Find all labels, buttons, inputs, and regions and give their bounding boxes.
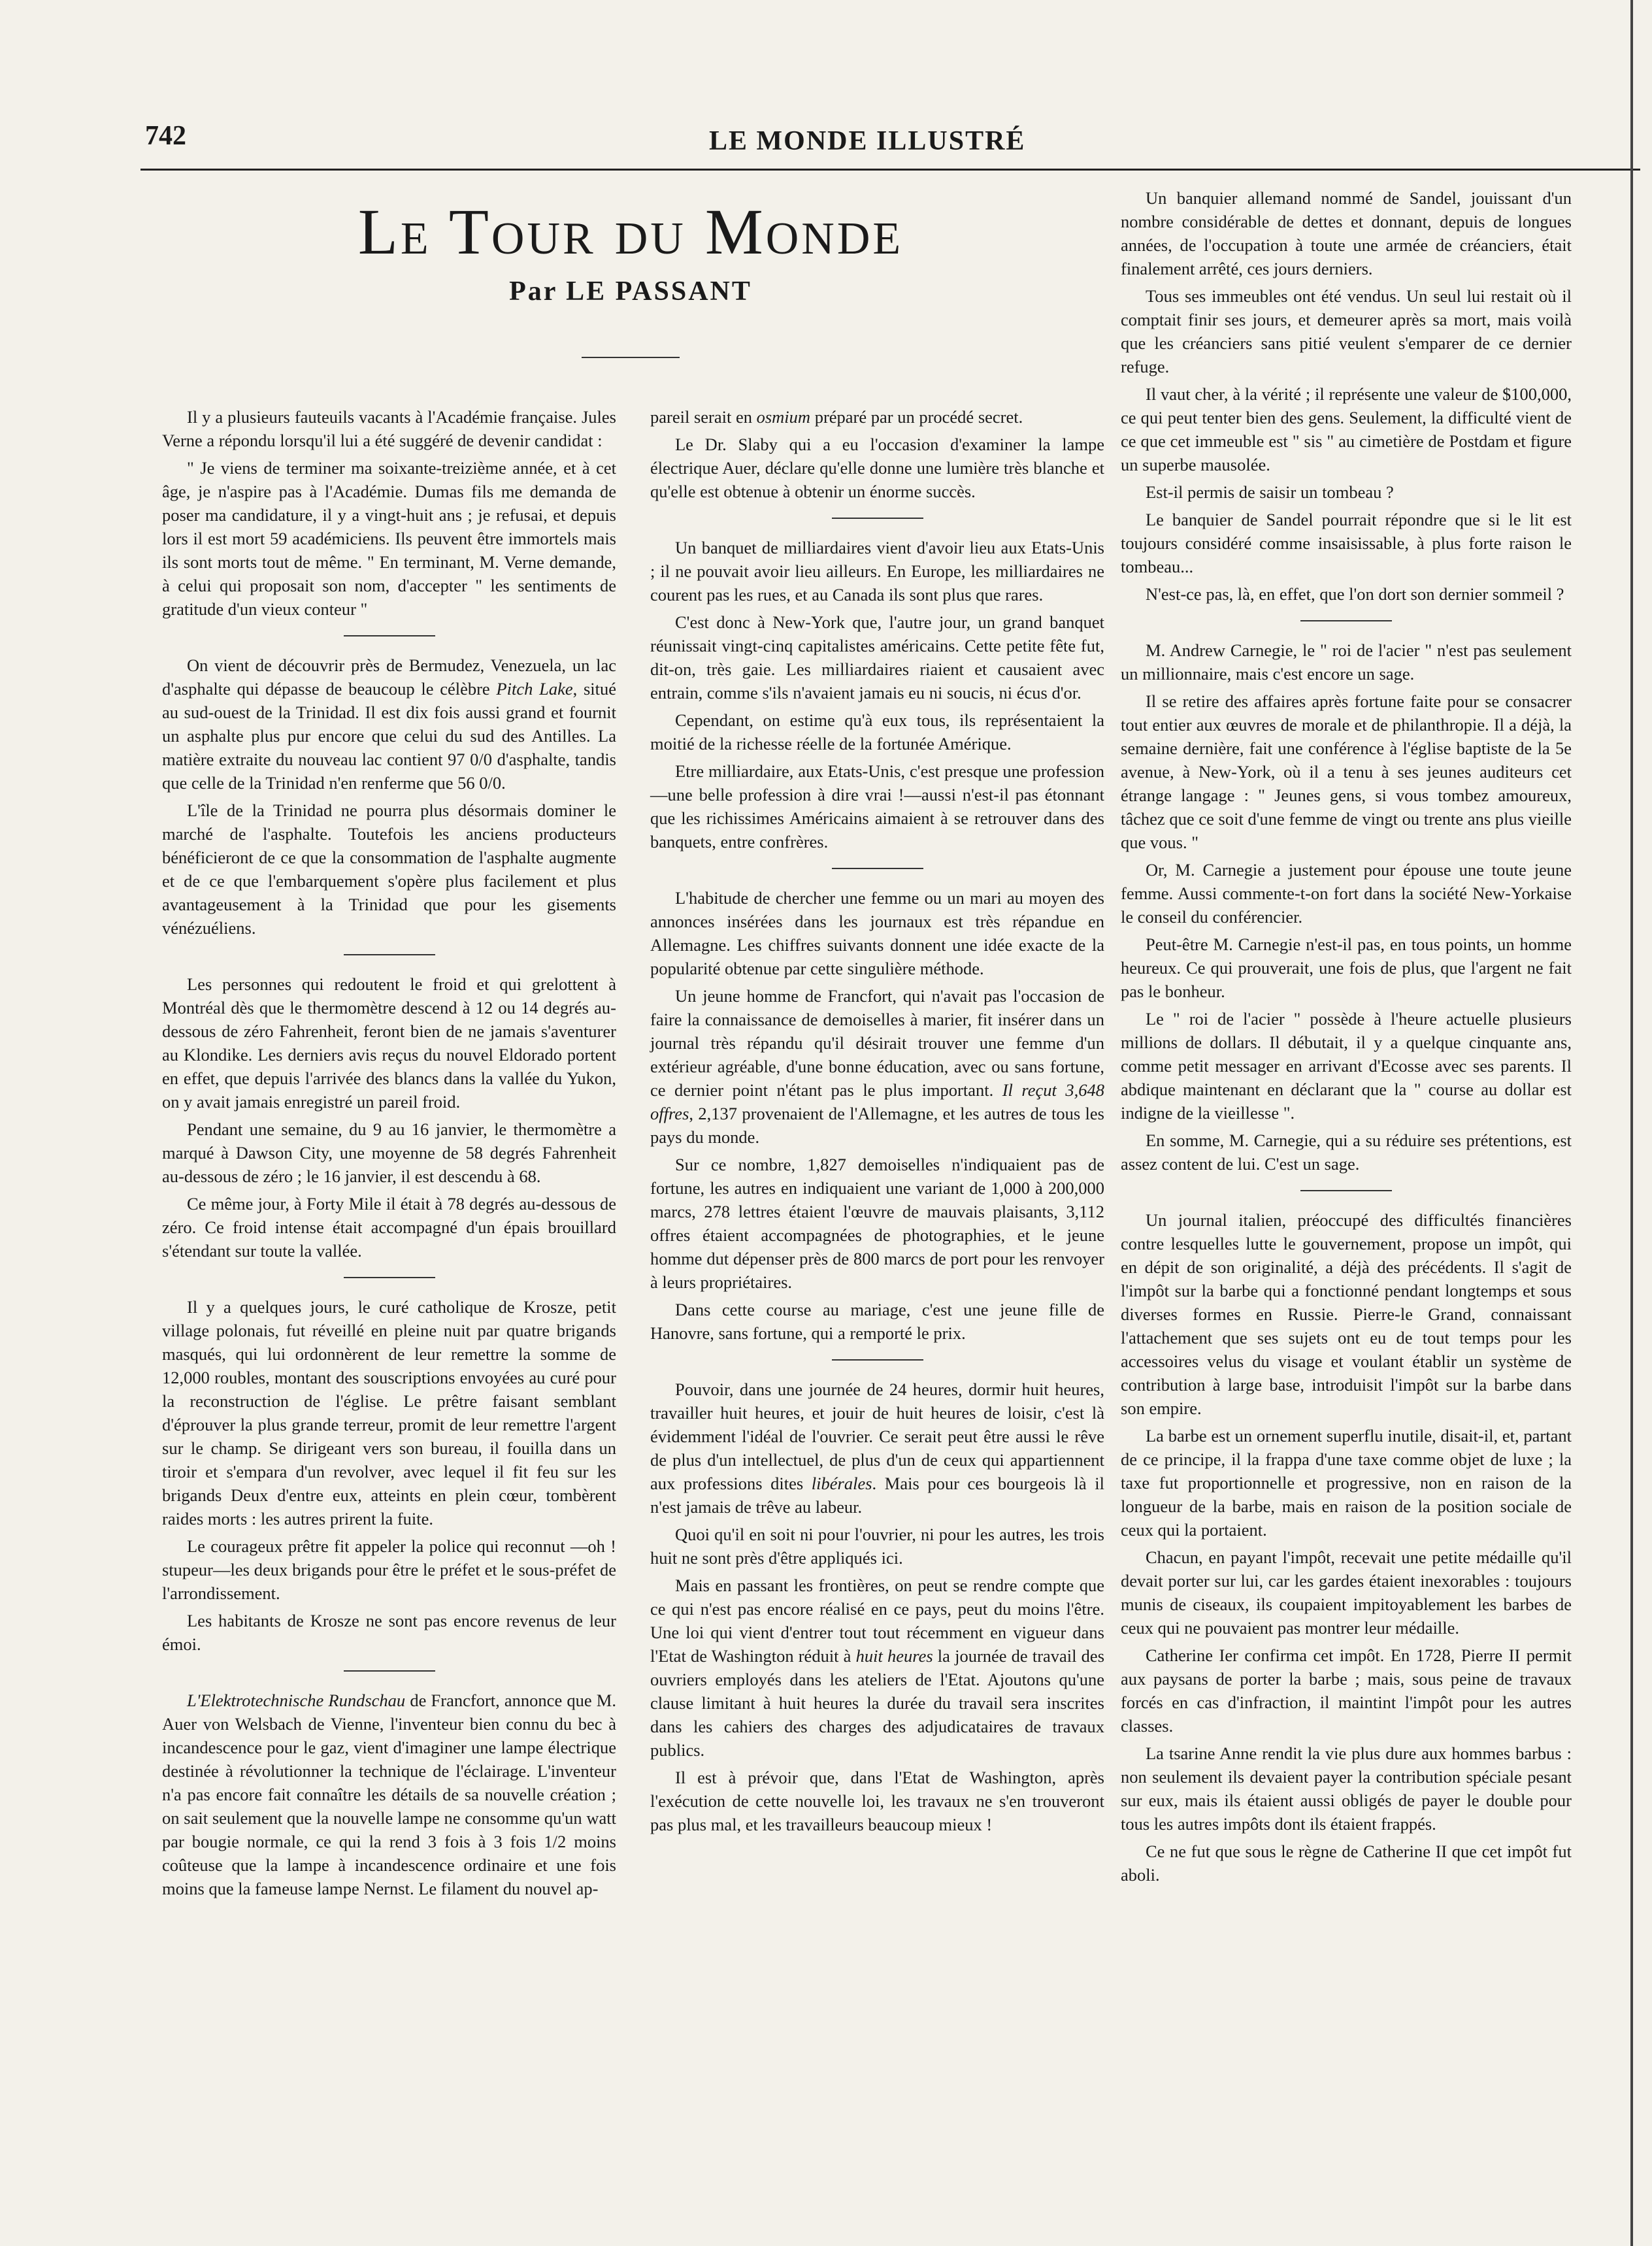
- section-separator: [344, 1670, 435, 1672]
- section-separator: [344, 954, 435, 955]
- emphasis: L'Elektrotechnische Rundschau: [187, 1691, 406, 1710]
- paragraph: Le courageux prêtre fit appeler la police qui reconnut —oh ! stupeur—les deux brigands pour être le préfet et le sous-préfet de l'arrondissement.: [162, 1536, 616, 1603]
- paragraph: Le " roi de l'acier " possède à l'heure actuelle plusieurs millions de dollars. Il débutait, il y a quelque cinquante ans, comme petit messager en arrivant d'Ecosse avec ses parents. Il abdique maintenant en déclarant que la " course au dollar est indigne de la vieillesse ".: [1121, 1009, 1572, 1123]
- paragraph: Ce ne fut que sous le règne de Catherine II que cet impôt fut aboli.: [1121, 1841, 1572, 1885]
- paragraph: L'île de la Trinidad ne pourra plus désormais dominer le marché de l'asphalte. Toutefois les anciens producteurs bénéficieront de ce que la consommation de l'asphalte augmente et de ce que l'embarquement s'opère plus facilement et plus avantageusement à la Trinidad que pour les gisements vénézuéliens.: [162, 801, 616, 938]
- section-separator: [344, 1277, 435, 1278]
- paragraph: Catherine Ier confirma cet impôt. En 1728, Pierre II permit aux paysans de porter la barbe ; mais, sous peine de travaux forcés en cas d'infraction, il maintint l'impôt pour les autres classes.: [1121, 1645, 1572, 1736]
- paragraph: La tsarine Anne rendit la vie plus dure aux hommes barbus : non seulement ils devaient payer la contribution spéciale pesant sur eux, mais ils étaient aussi obligés de payer le double pour tous les autres impôts dont ils étaient frappés.: [1121, 1743, 1572, 1834]
- paragraph: Peut-être M. Carnegie n'est-il pas, en tous points, un homme heureux. Ce qui prouverait, une fois de plus, que l'argent ne fait pas le bonheur.: [1121, 934, 1572, 1001]
- paragraph: Sur ce nombre, 1,827 demoiselles n'indiquaient pas de fortune, les autres en indiquaient une variant de 1,000 à 200,000 marcs, 278 lettres étaient l'œuvre de mauvais plaisants, 3,112 offres étaient accompagnées de photographies, et le jeune homme dut dépenser près de 800 marcs de port pour les renvoyer à leurs propriétaires.: [650, 1155, 1104, 1292]
- paragraph: Tous ses immeubles ont été vendus. Un seul lui restait où il comptait finir ses jours, et demeurer après sa mort, mais voilà que les créanciers sans pitié veulent s'emparer de ce dernier refuge.: [1121, 286, 1572, 376]
- paragraph: Il y a quelques jours, le curé catholique de Krosze, petit village polonais, fut réveillé en pleine nuit par quatre brigands masqués, qui lui ordonnèrent de leur remettre la somme de 12,000 roubles, montant des souscriptions envoyées au curé pour la reconstruction de l'église. Le prêtre faisant semblant d'éprouver la plus grande terreur, promit de leur remettre l'argent sur le champ. Se dirigeant vers son bureau, il fouilla dans un tiroir et s'empara d'un revolver, avec lequel il fit feu sur les brigands Deux d'entre eux, atteints en plein cœur, tombèrent raides morts : les autres prirent la fuite.: [162, 1297, 616, 1528]
- paragraph: L'Elektrotechnische Rundschau de Francfort, annonce que M. Auer von Welsbach de Vienne, l'inventeur bien connu du bec à incandescence pour le gaz, vient d'imaginer une lampe électrique destinée à révolutionner la technique de l'éclairage. L'inventeur n'a pas encore fait connaître les détails de sa nouvelle création ; on sait seulement que la nouvelle lampe ne consomme qu'un watt par bougie normale, ce qui la rend 3 fois à 3 fois 1/2 moins coûteuse que la lampe à incandescence ordinaire et une fois moins que la fameuse lampe Nernst. Le filament du nouvel ap-: [162, 1691, 616, 1898]
- paragraph: Les habitants de Krosze ne sont pas encore revenus de leur émoi.: [162, 1611, 616, 1654]
- paragraph: La barbe est un ornement superflu inutile, disait-il, et, partant de ce principe, il la frappa d'une taxe comme objet de luxe ; la taxe fut proportionnelle et progressive, non en raison de la longueur de la barbe, mais en raison de la position sociale de ceux qui la portaient.: [1121, 1426, 1572, 1540]
- paragraph: Etre milliardaire, aux Etats-Unis, c'est presque une profession—une belle profession à dire vrai !—aussi n'est-il pas étonnant que les richissimes Américains aimaient à se retrouver dans des banquets, entre confrères.: [650, 761, 1104, 851]
- paragraph: Mais en passant les frontières, on peut se rendre compte que ce qui n'est pas encore réalisé en ce pays, peut du moins l'être. Une loi qui vient d'entrer tout tout récemment en vigueur dans l'Etat de Washington réduit à huit heures la journée de travail des ouvriers employés dans les ateliers de l'Etat. Ajoutons qu'une clause limitant à huit heures la durée du travail sera inscrites dans les cahiers des charges des adjudicataires de travaux publics.: [650, 1576, 1105, 1760]
- paragraph: Un jeune homme de Francfort, qui n'avait pas l'occasion de faire la connaissance de demoiselles à marier, fit insérer dans un journal très répandu qu'il désirait trouver une femme d'un extérieur agréable, d'une bonne éducation, avec ou sans fortune, ce dernier point n'étant pas le plus important. Il reçut 3,648 offres, 2,137 provenaient de l'Allemagne, et les autres de tous les pays du monde.: [650, 986, 1104, 1147]
- section-separator: [344, 635, 435, 636]
- paragraph: Il vaut cher, à la vérité ; il représente une valeur de $100,000, ce qui peut tenter bien des gens. Seulement, la difficulté vient de ce que cet immeuble est " sis " au cimetière de Postdam et figure un superbe mausolée.: [1121, 384, 1572, 474]
- section-separator: [832, 868, 923, 869]
- section-separator: [1300, 620, 1392, 621]
- paragraph: Cependant, on estime qu'à eux tous, ils représentaient la moitié de la richesse réelle de la fortunée Amérique.: [650, 710, 1104, 753]
- paragraph: C'est donc à New-York que, l'autre jour, un grand banquet réunissait vingt-cinq capitalistes américains. Cette petite fête fut, dit-on, très gaie. Les milliardaires riaient et causaient avec entrain, comme s'ils n'avaient jamais eu ni soucis, ni écus d'or.: [650, 612, 1104, 702]
- column-2: [650, 405, 1104, 1836]
- paragraph: L'habitude de chercher une femme ou un mari au moyen des annonces insérées dans les journaux est très répandue en Allemagne. Les chiffres suivants donnent une idée exacte de la popularité obtenue par cette singulière méthode.: [650, 888, 1104, 978]
- paragraph: Il est à prévoir que, dans l'Etat de Washington, après l'exécution de cette nouvelle loi, les travaux ne s'en trouveront pas plus mal, et les travailleurs beaucoup mieux !: [650, 1768, 1104, 1834]
- paragraph: pareil serait en osmium préparé par un procédé secret.: [650, 407, 1023, 427]
- paragraph: Le Dr. Slaby qui a eu l'occasion d'examiner la lampe électrique Auer, déclare qu'elle donne une lumière très blanche et qu'elle est obtenue à obtenir un énorme succès.: [650, 435, 1104, 501]
- paragraph: " Je viens de terminer ma soixante-treizième année, et à cet âge, je n'aspire pas à l'Académie. Dumas fils me demanda de poser ma candidature, il y a vingt-huit ans ; je refusai, et depuis lors il est mort 59 académiciens. Ils peuvent être immortels mais ils sont morts tout de même. " En terminant, M. Verne demande, à celui qui proposait son nom, d'accepter " les sentiments de gratitude d'un vieux conteur ": [162, 458, 616, 619]
- paragraph: En somme, M. Carnegie, qui a su réduire ses prétentions, est assez content de lui. C'est un sage.: [1121, 1131, 1572, 1174]
- paragraph: Quoi qu'il en soit ni pour l'ouvrier, ni pour les autres, les trois huit ne sont près d'être appliqués ici.: [650, 1525, 1104, 1568]
- header-rule: [140, 169, 1640, 171]
- paragraph: Dans cette course au mariage, c'est une jeune fille de Hanovre, sans fortune, qui a remporté le prix.: [650, 1300, 1104, 1343]
- page-edge: [1630, 0, 1633, 2246]
- column-1: [162, 405, 616, 1900]
- paragraph: On vient de découvrir près de Bermudez, Venezuela, un lac d'asphalte qui dépasse de beaucoup le célèbre Pitch Lake, situé au sud-ouest de la Trinidad. Il est dix fois aussi grand et fournit un asphalte plus pur encore que celui du sud des Antilles. La matière extraite du nouveau lac contient 97 0/0 d'asphalte, tandis que celle de la Trinidad n'en renferme que 56 0/0.: [162, 655, 617, 793]
- article-title: Le Tour du Monde: [357, 195, 904, 268]
- paragraph: Un banquet de milliardaires vient d'avoir lieu aux Etats-Unis ; il ne pouvait avoir lieu ailleurs. En Europe, les milliardaires ne courent pas les rues, et au Canada ils sont plus que rares.: [650, 538, 1104, 604]
- paragraph: Les personnes qui redoutent le froid et qui grelottent à Montréal dès que le thermomètre descend à 12 ou 14 degrés au-dessous de zéro Fahrenheit, feront bien de ne jamais s'aventurer au Klondike. Les derniers avis reçus du nouvel Eldorado portent en effet, que depuis l'arrivée des blancs dans la vallée du Yukon, on y avait jamais enregistré un pareil froid.: [162, 974, 616, 1112]
- section-separator: [832, 1359, 923, 1361]
- paragraph: Chacun, en payant l'impôt, recevait une petite médaille qu'il devait porter sur lui, car les gardes étaient inexorables : toujours munis de ciseaux, ils coupaient impitoyablement les barbes de ceux qui ne pouvaient pas montrer leur médaille.: [1121, 1547, 1572, 1638]
- running-title: LE MONDE ILLUSTRÉ: [709, 126, 1026, 156]
- paragraph: Ce même jour, à Forty Mile il était à 78 degrés au-dessous de zéro. Ce froid intense était accompagné d'un épais brouillard s'étendant sur toute la vallée.: [162, 1194, 616, 1261]
- article-byline: Par LE PASSANT: [509, 276, 752, 306]
- article-title-block: [157, 196, 1104, 358]
- paragraph: Un banquier allemand nommé de Sandel, jouissant d'un nombre considérable de dettes et donnant, depuis de longues années, de l'occupation à toute une armée de créanciers, était finalement arrêté, ces jours derniers.: [1121, 188, 1572, 278]
- paragraph: M. Andrew Carnegie, le " roi de l'acier " n'est pas seulement un millionnaire, mais c'est encore un sage.: [1121, 640, 1572, 684]
- paragraph: Pouvoir, dans une journée de 24 heures, dormir huit heures, travailler huit heures, et jouir de huit heures de loisir, c'est là évidemment l'idéal de l'ouvrier. Ce serait peut être aussi le rêve de plus d'un intellectuel, de plus d'un de ceux qui appartiennent aux professions dites libérales. Mais pour ces bourgeois là il n'est jamais de trêve au labeur.: [650, 1379, 1104, 1517]
- emphasis: Il reçut 3,648 offres: [650, 1080, 1104, 1123]
- section-separator: [1300, 1190, 1392, 1191]
- title-rule: [582, 357, 680, 358]
- emphasis: Pitch Lake: [496, 679, 573, 699]
- paragraph: Un journal italien, préoccupé des difficultés financières contre lesquelles lutte le gouvernement, propose un impôt, qui en dépit de son originalité, a déjà des précédents. Il s'agit de l'impôt sur la barbe qui a fonctionné pendant longtemps et sous diverses formes en Russie. Pierre-le Grand, connaissant l'attachement que ses sujets ont eu de tout temps pour les accessoires velus du visage et voulant établir un système de contribution à large base, introduisit l'impôt sur la barbe dans son empire.: [1121, 1210, 1572, 1418]
- paragraph: Est-il permis de saisir un tombeau ?: [1146, 482, 1394, 502]
- paragraph: Il se retire des affaires après fortune faite pour se consacrer tout entier aux œuvres de morale et de philanthropie. Il a déjà, la semaine dernière, fait une conférence à l'église baptiste de la 5e avenue, à New-York, où il a tenu à ses jeunes auditeurs cet étrange langage : " Jeunes gens, si vous tombez amoureux, tâchez que ce soit d'une femme de vingt ou trente ans plus vieille que vous. ": [1121, 691, 1572, 852]
- paragraph: Or, M. Carnegie a justement pour épouse une toute jeune femme. Aussi commente-t-on fort dans la société New-Yorkaise le conseil du conférencier.: [1121, 860, 1572, 927]
- paragraph: Il y a plusieurs fauteuils vacants à l'Académie française. Jules Verne a répondu lorsqu'il lui a été suggéré de devenir candidat :: [162, 407, 616, 450]
- column-3: [1121, 186, 1572, 1887]
- paragraph: Pendant une semaine, du 9 au 16 janvier, le thermomètre a marqué à Dawson City, une moyenne de 58 degrés Fahrenheit au-dessous de zéro ; le 16 janvier, il est descendu à 68.: [162, 1119, 616, 1186]
- paragraph: Le banquier de Sandel pourrait répondre que si le lit est toujours considéré comme insaisissable, à plus forte raison le tombeau...: [1121, 510, 1572, 576]
- page-number: 742: [145, 121, 186, 151]
- emphasis: huit heures: [855, 1646, 933, 1666]
- section-separator: [832, 518, 923, 519]
- emphasis: osmium: [756, 407, 811, 427]
- paragraph: N'est-ce pas, là, en effet, que l'on dort son dernier sommeil ?: [1146, 584, 1564, 604]
- emphasis: libérales: [811, 1474, 872, 1493]
